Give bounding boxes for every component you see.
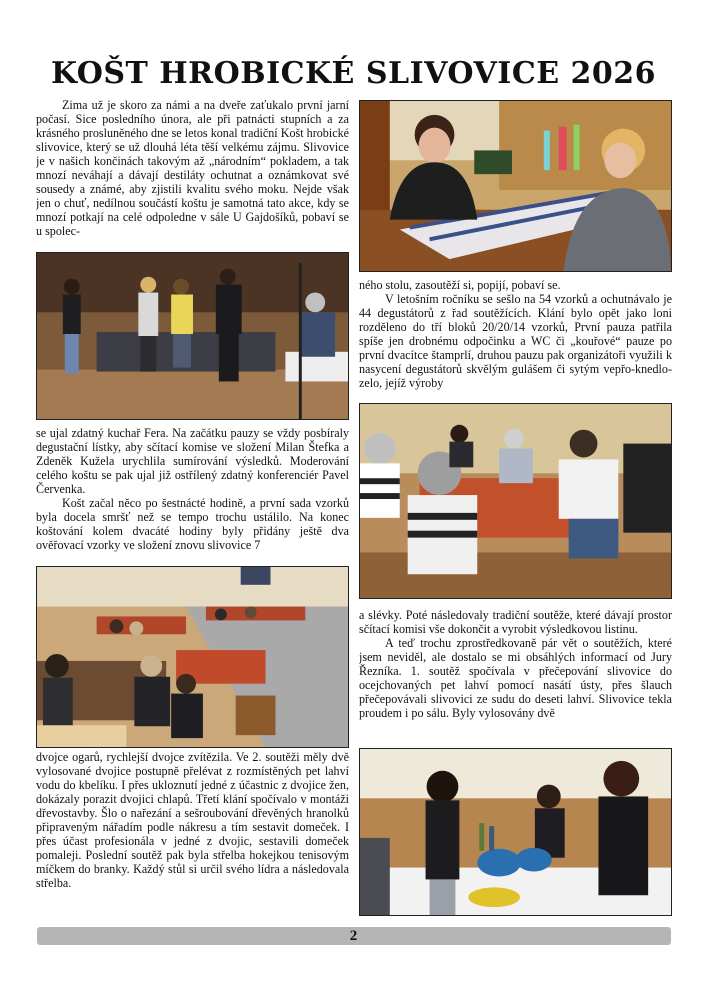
paragraph-table: ného stolu, zasoutěží si, popijí, pobaví se.: [359, 278, 561, 292]
column1-text-bottom: [36, 750, 349, 920]
column2-text-top: [359, 278, 672, 396]
paragraph-start: Košt začal něco po šestnácté hodině, a první sada vzorků byla docela smršť než se tempo trochu ustálilo. Na konec koštování kolem dvacáté hodiny byly přidány ještě dva ověřovací vzorky ve složení znovu slivovice 7: [36, 496, 349, 553]
photo-water-competition-image: [360, 749, 671, 915]
photo-tasters: [359, 403, 672, 599]
photo-hall: [36, 566, 349, 748]
column1-text-middle: [36, 426, 349, 562]
paragraph-results: a slévky. Poté následovaly tradiční soutěže, které dávají prostor sčítací komisi vše dokončit a vyrobit výsledkovou listinu.: [359, 608, 672, 637]
paragraph-competitions: dvojce ogarů, rychlejší dvojce zvítězila. Ve 2. soutěži měly dvě vylosované dvojice postupně přelévat z rozmístěných pet lahví vodu do kbelíku. I přes ukloznutí jedné z účastnic z dvojice žen, dokázaly porazit dvojici chlapů. Třetí klání spočívalo v montáži dřevostavby. Šlo o nařezání a sešroubování dřevěných hranolků připraveným nářadím podle nákresu a tím sestavit domeček. I přes účast profesionála v jedné z dvojic, sestavili domeček pomaleji. Poslední soutěž pak byla střelba hokejkou tenisovým míčkem do branky. Každý stůl si určil svého lídra a následovala střelba.: [36, 750, 349, 891]
photo-tasters-image: [360, 404, 671, 598]
paragraph-intro: Zima už je skoro za námi a na dveře zaťukalo první jarní počasí. Sice posledního února, ale při patnácti stupních a za krásného prosluněného dne se letos konal tradiční Košt hrobické slivovice, který se už dlouhá léta těší velkému zájmu. Slivovice je v našich končinách takovým až „národním“ pokladem, a tak mnozí neváhají a dávají destiláty ochutnat a oznámkovat své sousedy a známé, aby zjistili kvalitu svého moku. Nejde však jen o chuť, nedílnou součástí koštu je samotná tato akce, kdy se mnozí potkají na celé odpoledne v sále U Gajdošíků, pobaví se u spolec-: [36, 98, 349, 239]
photo-stage-image: [37, 253, 348, 419]
photo-tasting-table: [359, 100, 672, 272]
paragraph-cook: se ujal zdatný kuchař Fera. Na začátku pauzy se vždy posbíraly degustační lístky, aby sčítací komise ve složení Milan Štefka a Zdeněk Kužela urychlila sumírování výsledků. Moderování celého koštu se pak ujal již ostřílený zdatný konferenciér Pavel Červenka.: [36, 426, 349, 497]
paragraph-jury: A teď trochu zprostředkovaně pár vět o soutěžích, které jsem neviděl, ale dostalo se mi obsáhlých informací od Jury Řezníka. 1. soutěž spočívala v přečepování slivovice do ocejchovaných pet lahví pomocí nasátí ústy, přes šlauch přečepovávali slivovici ze sudu do deseti lahví. Slivovice tekla proudem i po sálu. Byly vylosovány dvě: [359, 636, 672, 721]
photo-water-competition: [359, 748, 672, 916]
page-number: 2: [349, 928, 358, 944]
photo-tasting-table-image: [360, 101, 671, 271]
photo-stage: [36, 252, 349, 420]
column1-text-intro: [36, 98, 349, 254]
paragraph-samples: V letošním ročníku se sešlo na 54 vzorků a ochutnávalo je 44 degustátorů z řad soutěžících. Klání bylo opět jako loni rozděleno do tří bloků 20/20/14 vzorků, První pauza patřila spíše jen drobnému odpočinku a WC či „kouřové“ pauze po první dvacítce štamprlí, druhou pauzu pak organizátoři využili k nasycení degustátorů skvělým gulášem či sytým vepřo-knedlo-zelo, jejíž výroby: [359, 292, 672, 391]
photo-hall-image: [37, 567, 348, 747]
article-title: KOŠT HROBICKÉ SLIVOVICE 2026: [50, 56, 657, 91]
column2-text-middle: [359, 608, 672, 744]
